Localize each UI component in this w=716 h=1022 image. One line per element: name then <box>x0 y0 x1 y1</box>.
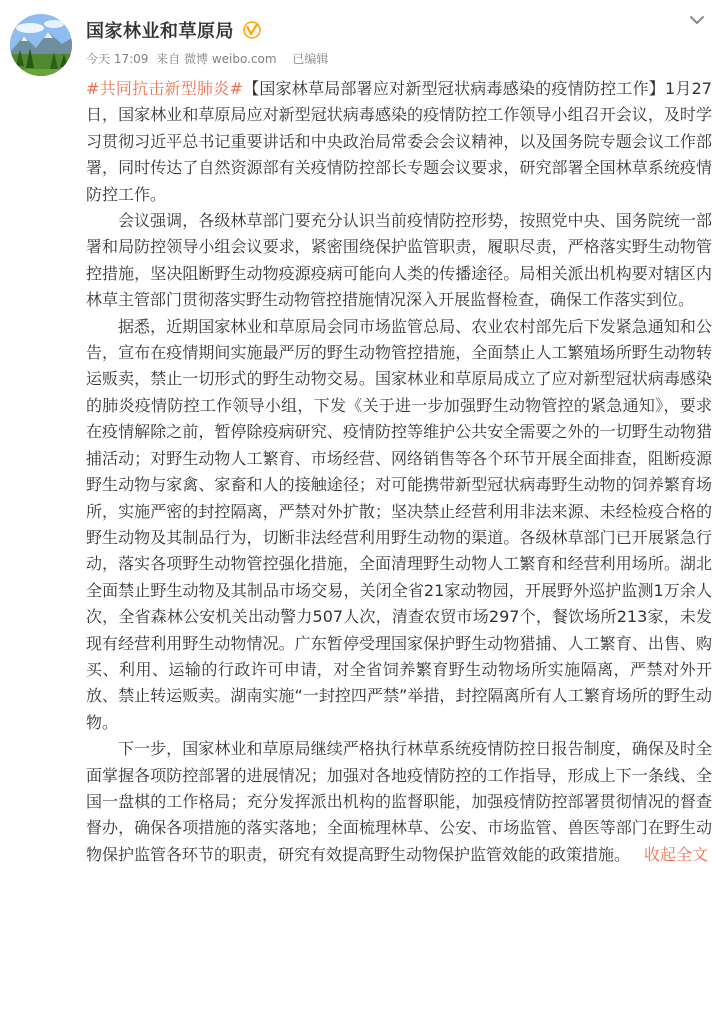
collapse-full-text-link[interactable]: 收起全文 <box>644 844 709 864</box>
post-content <box>86 76 712 868</box>
post-meta <box>86 50 332 67</box>
post-paragraph-2 <box>86 208 712 314</box>
verified-badge-icon[interactable] <box>242 20 262 40</box>
username[interactable]: 国家林业和草原局 <box>86 21 234 42</box>
hashtag-link[interactable]: #共同抗击新型肺炎# <box>86 79 243 98</box>
post-paragraph-4 <box>86 736 712 868</box>
avatar-landscape-image <box>10 14 72 76</box>
avatar[interactable] <box>10 14 72 76</box>
name-row <box>86 16 262 44</box>
chevron-down-icon[interactable] <box>688 12 706 26</box>
post-paragraph-1 <box>86 76 712 208</box>
post-source[interactable]: 来自 微博 weibo.com <box>156 52 277 66</box>
paragraph-text: 1月27日，国家林业和草原局应对新型冠状病毒感染的疫情防控工作领导小组召开会议，及时学习贯彻习近平总书记重要讲话和中央政治局常委会会议精神，以及国务院专题会议工作部署，同时传达了自然资源部有关疫情防控部长专题会议要求，研究部署全国林草系统疫情防控工作。 <box>86 79 712 204</box>
paragraph-text: 据悉，近期国家林业和草原局会同市场监管总局、农业农村部先后下发紧急通知和公告，宣布在疫情期间实施最严厉的野生动物管控措施，全面禁止人工繁殖场所野生动物转运贩卖，禁止一切形式的野生动物交易。国家林业和草原局成立了应对新型冠状病毒感染的肺炎疫情防控工作领导小组，下发《关于进一步加强野生动物管控的紧急通知》，要求在疫情解除之前，暂停除疫病研究、疫情防控等维护公共安全需要之外的一切野生动物猎捕活动；对野生动物人工繁育、市场经营、网络销售等各个环节开展全面排查，阻断疫源野生动物与家禽、家畜和人的接触途径；对可能携带新型冠状病毒野生动物的饲养繁育场所，实施严密的封控隔离，严禁对外扩散；坚决禁止经营利用非法来源、未经检疫合格的野生动物及其制品行为，切断非法经营利用野生动物的渠道。各级林草部门已开展紧急行动，落实各项野生动物管控强化措施，全面清理野生动物人工繁育和经营利用场所。湖北全面禁止野生动物及其制品市场交易，关闭全省21家动物园，开展野外巡护监测1万余人次，全省森林公安机关出动警力507人次，清查农贸市场297个，餐饮场所213家，未发现有经营利用野生动物情况。广东暂停受理国家保护野生动物猎捕、人工繁育、出售、购买、利用、运输的行政许可申请，对全省饲养繁育野生动物场所实施隔离，严禁对外开放、禁止转运贩卖。湖南实施“一封控四严禁”举措，封控隔离所有人工繁育场所的野生动物。 <box>86 316 712 732</box>
paragraph-text: 下一步，国家林业和草原局继续严格执行林草系统疫情防控日报告制度，确保及时全面掌握各项防控部署的进展情况；加强对各地疫情防控的工作指导，形成上下一条线、全国一盘棋的工作格局；充分发挥派出机构的监督职能，加强疫情防控部署贯彻情况的督查督办，确保各项措施的落实落地；全面梳理林草、公安、市场监管、兽医等部门在野生动物保护监管各环节的职责，研究有效提高野生动物保护监管效能的政策措施。 <box>86 739 712 864</box>
paragraph-text: 会议强调，各级林草部门要充分认识当前疫情防控形势，按照党中央、国务院统一部署和局防控领导小组会议要求，紧密围绕保护监管职责，履职尽责，严格落实野生动物管控措施，坚决阻断野生动物疫源疫病可能向人类的传播途径。局相关派出机构要对辖区内林草主管部门贯彻落实野生动物管控措施情况深入开展监督检查，确保工作落实到位。 <box>86 211 712 310</box>
post-paragraph-3 <box>86 314 712 737</box>
post-title: 【国家林草局部署应对新型冠状病毒感染的疫情防控工作】 <box>242 79 665 98</box>
post-time[interactable]: 今天 17:09 <box>86 52 149 66</box>
post-header <box>0 0 716 80</box>
edited-label[interactable]: 已编辑 <box>292 52 329 66</box>
